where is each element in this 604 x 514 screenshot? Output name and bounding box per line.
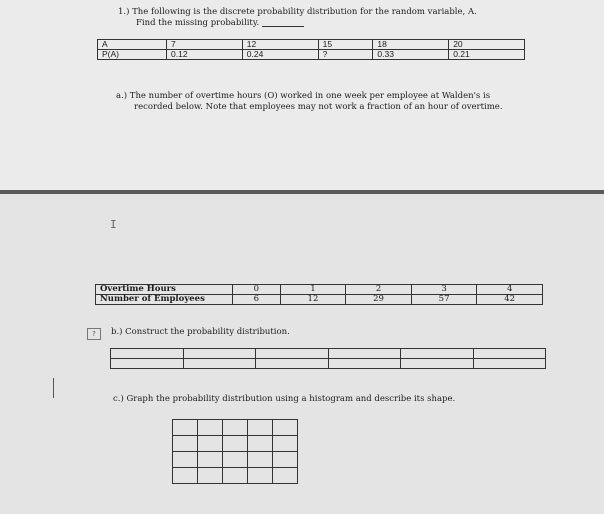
- grid-cell: [198, 420, 223, 436]
- grid-cell: [273, 452, 298, 468]
- table-cell: [183, 359, 256, 369]
- table-cell: [256, 349, 329, 359]
- table-cell: 4: [477, 285, 543, 295]
- table-cell: [401, 349, 474, 359]
- table-cell: 2: [346, 285, 412, 295]
- table-cell: 6: [233, 295, 281, 305]
- grid-cell: [248, 452, 273, 468]
- table-cell: 57: [411, 295, 477, 305]
- grid-row: [173, 468, 298, 484]
- table-row: [98, 50, 525, 60]
- table-cell: 0.21: [449, 50, 525, 60]
- grid-cell: [223, 436, 248, 452]
- table-cell: 1: [280, 285, 346, 295]
- table-cell: 42: [477, 295, 543, 305]
- table-cell: 7: [167, 40, 243, 50]
- edge-mark: [53, 378, 54, 398]
- grid-cell: [248, 436, 273, 452]
- table-cell: [183, 349, 256, 359]
- grid-cell: [173, 468, 198, 484]
- question-a-line-1: a.) The number of overtime hours (O) worked in one week per employee at Walden's is: [116, 91, 491, 101]
- grid-cell: [198, 468, 223, 484]
- grid-cell: [273, 420, 298, 436]
- table-cell: 12: [280, 295, 346, 305]
- table-cell: [328, 359, 401, 369]
- table-cell: 0.12: [167, 50, 243, 60]
- table-cell: 20: [449, 40, 525, 50]
- grid-cell: [248, 420, 273, 436]
- probability-table: [97, 39, 525, 60]
- table-cell: 18: [373, 40, 449, 50]
- table-cell: ?: [318, 50, 373, 60]
- grid-cell: [223, 468, 248, 484]
- table-cell: [473, 349, 546, 359]
- table-row: [96, 295, 543, 305]
- help-icon[interactable]: ?: [87, 328, 101, 340]
- table-cell: [328, 349, 401, 359]
- question-c: c.) Graph the probability distribution using a histogram and describe its shape.: [113, 394, 456, 404]
- grid-cell: [173, 452, 198, 468]
- overtime-table: [95, 284, 543, 305]
- answer-blank: [262, 26, 304, 27]
- question-a-line-2: recorded below. Note that employees may not work a fraction of an hour of overtime.: [134, 102, 503, 112]
- table-cell: 0.24: [242, 50, 318, 60]
- table-row: [98, 40, 525, 50]
- table-header-cell: Overtime Hours: [96, 285, 233, 295]
- text-cursor-icon: I: [110, 218, 117, 231]
- grid-cell: [248, 468, 273, 484]
- table-row: [96, 285, 543, 295]
- table-header-cell: P(A): [98, 50, 167, 60]
- table-header-cell: A: [98, 40, 167, 50]
- table-cell: 29: [346, 295, 412, 305]
- table-cell: 0: [233, 285, 281, 295]
- table-row: [111, 359, 546, 369]
- table-cell: 15: [318, 40, 373, 50]
- grid-row: [173, 420, 298, 436]
- grid-cell: [223, 452, 248, 468]
- grid-cell: [273, 468, 298, 484]
- question-1-line-1: 1.) The following is the discrete probability distribution for the random variable, A.: [118, 7, 477, 17]
- grid-cell: [198, 436, 223, 452]
- table-cell: [256, 359, 329, 369]
- question-b: b.) Construct the probability distribution.: [111, 327, 290, 337]
- grid-cell: [173, 420, 198, 436]
- grid-row: [173, 452, 298, 468]
- question-1-line-2: Find the missing probability.: [136, 18, 260, 28]
- table-cell: 12: [242, 40, 318, 50]
- grid-cell: [223, 420, 248, 436]
- grid-cell: [173, 436, 198, 452]
- histogram-grid: [172, 419, 298, 484]
- table-cell: 0.33: [373, 50, 449, 60]
- table-cell: [401, 359, 474, 369]
- table-cell: [111, 359, 184, 369]
- table-row: [111, 349, 546, 359]
- table-cell: [111, 349, 184, 359]
- distribution-answer-table: [110, 348, 546, 369]
- table-cell: [473, 359, 546, 369]
- grid-cell: [198, 452, 223, 468]
- grid-row: [173, 436, 298, 452]
- table-cell: 3: [411, 285, 477, 295]
- table-header-cell: Number of Employees: [96, 295, 233, 305]
- grid-cell: [273, 436, 298, 452]
